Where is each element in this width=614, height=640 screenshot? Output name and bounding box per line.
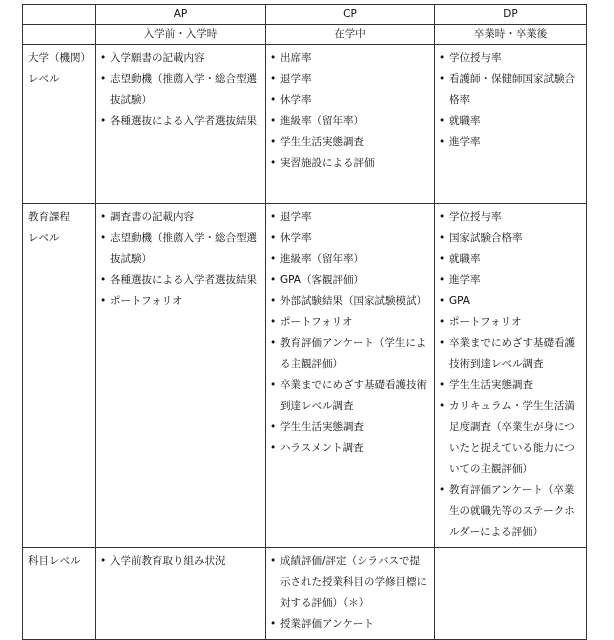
bullet-icon: •: [439, 232, 446, 244]
bullet-icon: •: [439, 73, 446, 85]
cell-ap: [96, 204, 266, 548]
list-item: [99, 48, 261, 69]
list-item-text: 調査書の記載内容: [110, 211, 194, 223]
row-label-line1: 教育課程: [28, 211, 70, 223]
row-label-line1: 大学（機関）: [28, 52, 91, 64]
list-item-text: 各種選抜による入学者選抜結果: [110, 115, 257, 127]
list-item-text: 就職率: [449, 115, 481, 127]
bullet-icon: •: [270, 442, 277, 454]
bullet-icon: •: [270, 316, 277, 328]
header-ap: AP: [96, 5, 266, 25]
bullet-icon: •: [270, 136, 277, 148]
list-item: [99, 291, 261, 312]
row-label: [23, 204, 96, 548]
list-item: [99, 111, 261, 132]
bullet-icon: •: [100, 115, 107, 127]
list-item: [438, 312, 582, 333]
bullet-list: [96, 548, 265, 576]
bullet-icon: •: [270, 555, 277, 567]
list-item-text: 志望動機（推薦入学・総合型選抜試験）: [110, 73, 257, 106]
list-item: [269, 207, 430, 228]
list-item: [438, 480, 582, 543]
list-item-text: 学生生活実態調査: [280, 421, 364, 433]
cell-ap: [96, 548, 266, 640]
list-item-text: 実習施設による評価: [280, 157, 375, 169]
list-item: [99, 551, 261, 572]
list-item: [99, 228, 261, 270]
list-item: [269, 48, 430, 69]
list-item-text: 成績評価/評定（シラバスで提示された授業科目の学修目標に対する評価）（＊）: [280, 555, 427, 609]
row-label-line2: レベル: [28, 73, 60, 85]
bullet-icon: •: [270, 421, 277, 433]
list-item: [269, 551, 430, 614]
list-item: [438, 69, 582, 111]
row-label: [23, 548, 96, 640]
bullet-icon: •: [439, 484, 446, 496]
bullet-icon: •: [100, 555, 107, 567]
list-item-text: 休学率: [280, 232, 312, 244]
list-item-text: ポートフォリオ: [280, 316, 353, 328]
list-item: [438, 207, 582, 228]
list-item-text: 休学率: [280, 94, 312, 106]
evaluation-table: [22, 4, 587, 640]
bullet-icon: •: [270, 94, 277, 106]
list-item: [99, 270, 261, 291]
bullet-icon: •: [270, 211, 277, 223]
bullet-icon: •: [439, 52, 446, 64]
bullet-list: [435, 548, 586, 555]
bullet-icon: •: [270, 274, 277, 286]
bullet-icon: •: [270, 295, 277, 307]
bullet-icon: •: [439, 316, 446, 328]
list-item: [99, 207, 261, 228]
bullet-icon: •: [100, 52, 107, 64]
list-item: [438, 270, 582, 291]
bullet-icon: •: [439, 136, 446, 148]
bullet-icon: •: [270, 232, 277, 244]
list-item-text: 進学率: [449, 136, 481, 148]
row-label: [23, 45, 96, 204]
list-item-text: 学位授与率: [449, 211, 502, 223]
bullet-icon: •: [439, 379, 446, 391]
list-item-text: 授業評価アンケート: [280, 618, 374, 630]
list-item-text: 入学願書の記載内容: [110, 52, 205, 64]
bullet-list: [435, 45, 586, 157]
list-item-text: GPA: [449, 295, 470, 307]
list-item-text: 教育評価アンケート（学生による主観評価）: [280, 337, 427, 370]
list-item-text: GPA（客観評価）: [280, 274, 364, 286]
bullet-icon: •: [100, 232, 107, 244]
row-course: [23, 548, 587, 640]
bullet-icon: •: [439, 295, 446, 307]
bullet-icon: •: [270, 379, 277, 391]
list-item: [438, 291, 582, 312]
subheader-ap: 入学前・入学時: [96, 25, 266, 45]
header-row: [23, 5, 587, 25]
list-item: [438, 249, 582, 270]
bullet-icon: •: [270, 618, 277, 630]
list-item: [269, 438, 430, 459]
bullet-list: [266, 204, 434, 463]
header-dp: DP: [435, 5, 587, 25]
list-item: [269, 90, 430, 111]
list-item: [438, 333, 582, 375]
list-item-text: 学生生活実態調査: [449, 379, 533, 391]
bullet-icon: •: [439, 274, 446, 286]
row-curriculum: [23, 204, 587, 548]
list-item-text: ポートフォリオ: [110, 295, 183, 307]
bullet-list: [96, 204, 265, 316]
list-item-text: 国家試験合格率: [449, 232, 523, 244]
list-item: [269, 228, 430, 249]
list-item-text: 出席率: [280, 52, 312, 64]
bullet-icon: •: [270, 157, 277, 169]
subheader-cp: 在学中: [266, 25, 435, 45]
list-item-text: 外部試験結果（国家試験模試）: [280, 295, 427, 307]
bullet-icon: •: [270, 337, 277, 349]
list-item: [269, 312, 430, 333]
list-item: [438, 375, 582, 396]
list-item: [269, 249, 430, 270]
list-item-text: 教育評価アンケート（卒業生の就職先等のステークホルダーによる評価）: [449, 484, 575, 538]
cell-dp: [435, 45, 587, 204]
list-item-text: 進級率（留年率）: [280, 115, 364, 127]
bullet-list: [96, 45, 265, 136]
list-item-text: カリキュラム・学生生活満足度調査（卒業生が身についたと捉えている能力についての主観評価）: [449, 400, 575, 475]
bullet-icon: •: [270, 52, 277, 64]
corner-cell: [23, 25, 96, 45]
cell-dp: [435, 548, 587, 640]
corner-cell: [23, 5, 96, 25]
row-label-line1: 科目レベル: [28, 555, 81, 567]
bullet-icon: •: [270, 73, 277, 85]
bullet-icon: •: [439, 337, 446, 349]
list-item-text: ハラスメント調査: [280, 442, 364, 454]
list-item: [269, 132, 430, 153]
list-item-text: ポートフォリオ: [449, 316, 522, 328]
cell-ap: [96, 45, 266, 204]
bullet-icon: •: [100, 274, 107, 286]
bullet-icon: •: [270, 253, 277, 265]
subheader-dp: 卒業時・卒業後: [435, 25, 587, 45]
bullet-icon: •: [100, 73, 107, 85]
cell-cp: [266, 45, 435, 204]
bullet-icon: •: [439, 400, 446, 412]
bullet-icon: •: [100, 211, 107, 223]
list-item: [269, 270, 430, 291]
bullet-icon: •: [439, 211, 446, 223]
list-item: [438, 111, 582, 132]
list-item: [438, 132, 582, 153]
bullet-list: [266, 548, 434, 639]
list-item-text: 退学率: [280, 73, 312, 85]
list-item: [269, 417, 430, 438]
bullet-list: [435, 204, 586, 547]
row-label-line2: レベル: [28, 232, 60, 244]
bullet-icon: •: [270, 115, 277, 127]
list-item-text: 学位授与率: [449, 52, 502, 64]
list-item: [99, 69, 261, 111]
list-item: [438, 228, 582, 249]
list-item: [269, 375, 430, 417]
list-item: [269, 69, 430, 90]
list-item-text: 進学率: [449, 274, 481, 286]
row-institution: [23, 45, 587, 204]
list-item: [438, 396, 582, 480]
list-item-text: 進級率（留年率）: [280, 253, 364, 265]
list-item: [269, 153, 430, 174]
list-item-text: 学生生活実態調査: [280, 136, 364, 148]
cell-dp: [435, 204, 587, 548]
list-item-text: 卒業までにめざす基礎看護技術到達レベル調査: [449, 337, 575, 370]
list-item: [269, 111, 430, 132]
list-item-text: 各種選抜による入学者選抜結果: [110, 274, 257, 286]
list-item-text: 就職率: [449, 253, 481, 265]
list-item: [269, 614, 430, 635]
cell-cp: [266, 204, 435, 548]
list-item: [269, 333, 430, 375]
bullet-icon: •: [439, 115, 446, 127]
list-item-text: 志望動機（推薦入学・総合型選抜試験）: [110, 232, 257, 265]
bullet-icon: •: [439, 253, 446, 265]
bullet-icon: •: [100, 295, 107, 307]
list-item: [438, 48, 582, 69]
list-item-text: 入学前教育取り組み状況: [110, 555, 226, 567]
list-item-text: 退学率: [280, 211, 312, 223]
cell-cp: [266, 548, 435, 640]
list-item: [269, 291, 430, 312]
list-item-text: 看護師・保健師国家試験合格率: [449, 73, 575, 106]
list-item-text: 卒業までにめざす基礎看護技術到達レベル調査: [280, 379, 427, 412]
subheader-row: [23, 25, 587, 45]
bullet-list: [266, 45, 434, 178]
header-cp: CP: [266, 5, 435, 25]
